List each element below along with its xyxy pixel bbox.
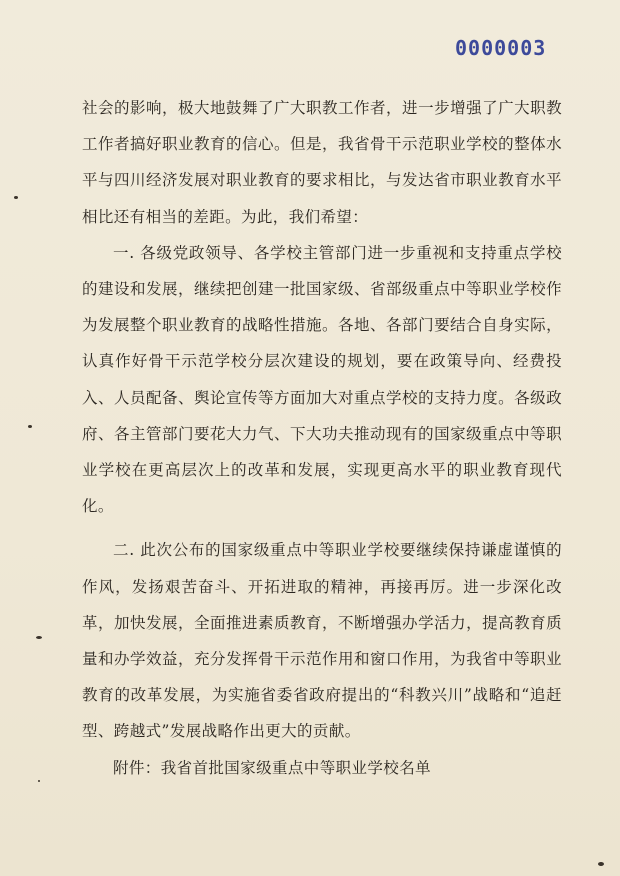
paragraph-item-one: 一. 各级党政领导、各学校主管部门进一步重视和支持重点学校的建设和发展，继续把创建一批国家级、省部级重点中等职业学校作为发展整个职业教育的战略性措施。各地、各部门要结合自身实际，认真作好骨干示范学校分层次建设的规划，要在政策导向、经费投入、人员配备、舆论宣传等方面加大对重点学校的支持力度。各级政府、各主管部门要花大力气、下大功夫推动现有的国家级重点中等职业学校在更高层次上的改革和发展，实现更高水平的职业教育现代化。 [82,243,562,516]
document-body [82,90,562,786]
scan-speck [14,196,18,199]
document-serial-number: 0000003 [455,36,547,60]
scan-speck [38,780,40,782]
paragraph-item-two: 二. 此次公布的国家级重点中等职业学校要继续保持谦虚谨慎的作风，发扬艰苦奋斗、开拓进取的精神，再接再厉。进一步深化改革，加快发展，全面推进素质教育，不断增强办学活力，提高教育质量和办学效益，充分发挥骨干示范作用和窗口作用，为我省中等职业教育的改革发展，为实施省委省政府提出的“科教兴川”战略和“追赶型、跨越式”发展战略作出更大的贡献。 [82,541,562,741]
paragraph-continuation: 社会的影响，极大地鼓舞了广大职教工作者，进一步增强了广大职教工作者搞好职业教育的信心。但是，我省骨干示范职业学校的整体水平与四川经济发展对职业教育的要求相比，与发达省市职业教育水平相比还有相当的差距。为此，我们希望： [82,99,562,226]
scan-speck [598,862,604,866]
scan-speck [28,425,32,428]
scan-speck [36,636,42,639]
attachment-note: 附件：我省首批国家级重点中等职业学校名单 [113,758,432,777]
